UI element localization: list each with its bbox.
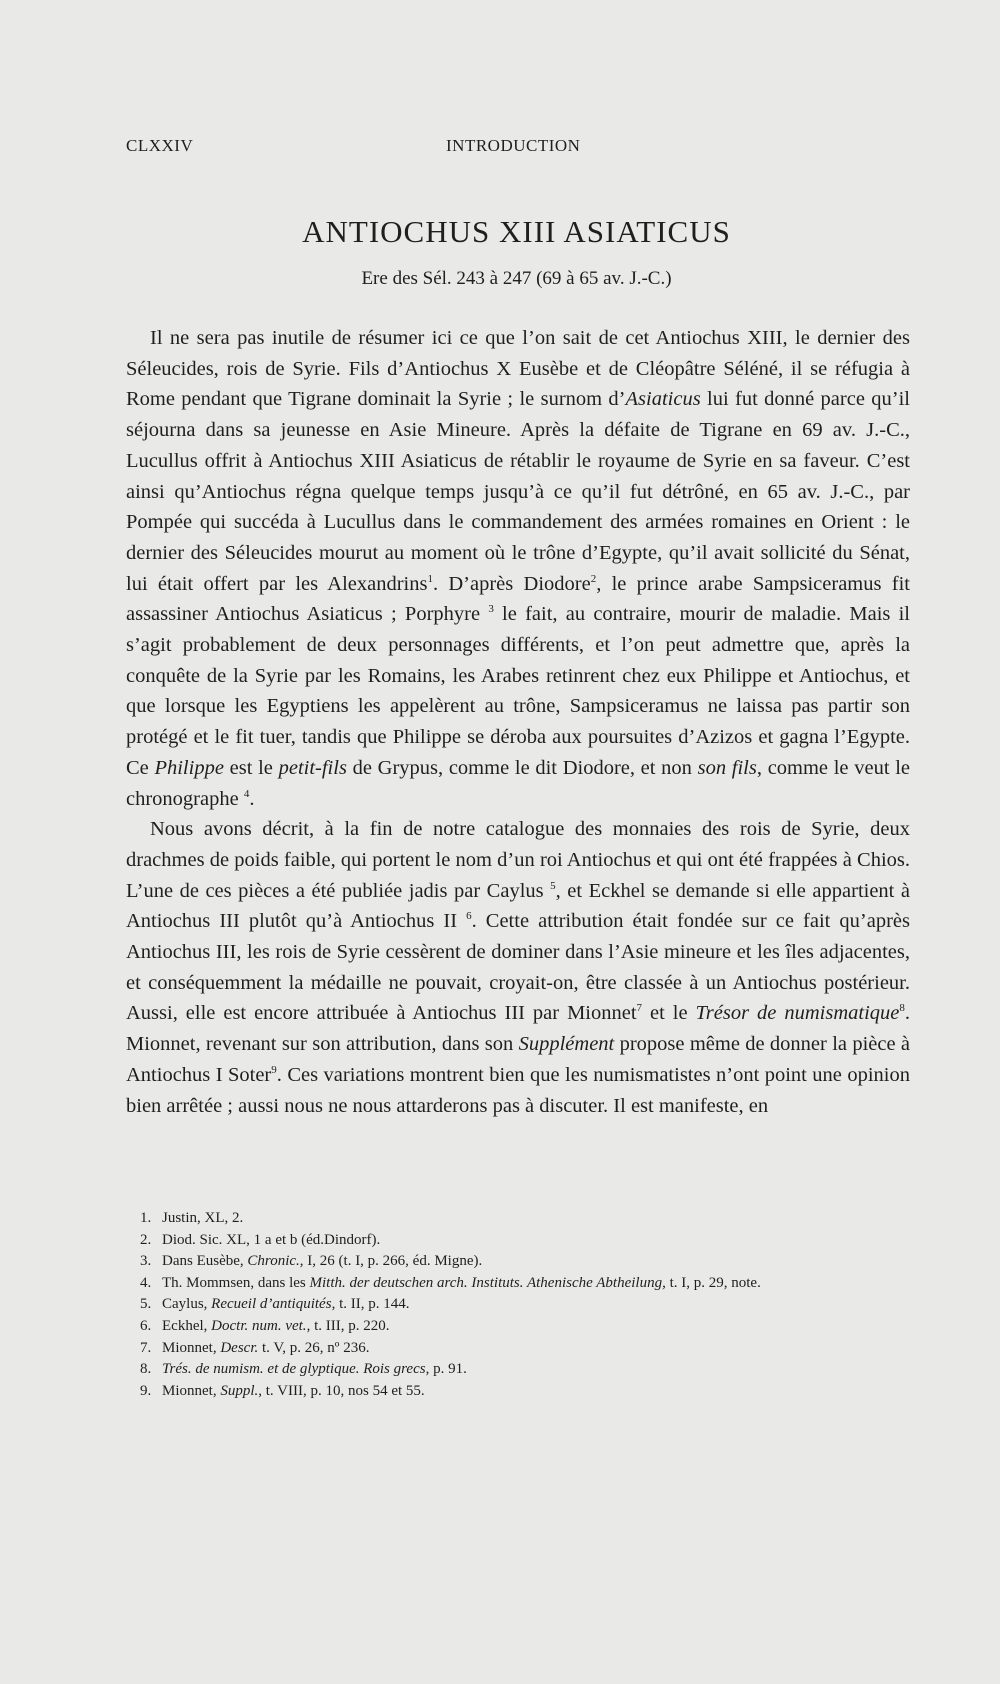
footnote-ref: 7: [636, 1002, 643, 1015]
text-run: , t. II, p. 144.: [331, 1296, 410, 1313]
text-run: Eckhel,: [162, 1317, 212, 1334]
text-run: propose même de donner la pièce à Antiochus I Soter: [126, 1033, 910, 1086]
footnote-number: 3.: [140, 1253, 152, 1270]
footnote: [140, 1316, 920, 1338]
footnote-ref: 5: [550, 879, 556, 892]
text-run: Diod. Sic. XL, 1 a et b (éd.Dindorf).: [162, 1231, 381, 1248]
footnote: [140, 1208, 920, 1230]
text-run: et le: [642, 1002, 696, 1025]
footnote: [140, 1230, 920, 1252]
section-title: ANTIOCHUS XIII ASIATICUS: [302, 214, 731, 249]
footnote-ref: 4: [243, 787, 250, 800]
text-run: Th. Mommsen, dans les: [162, 1274, 310, 1291]
footnote-number: 4.: [140, 1274, 152, 1291]
italic-text: Suppl.: [220, 1382, 259, 1399]
text-run: , comme le veut le chronographe: [126, 756, 910, 810]
text-run: , I, 26 (t. I, p. 266, éd. Migne).: [299, 1253, 483, 1270]
text-run: Il ne sera pas inutile de résumer ici ce que l’on sait de cet Antiochus XIII, le dernier des Séleucides, rois de Syrie. Fils d’Antiochus X Eusèbe et de Cléopâtre Séléné, il se réfugia à Rome pendant que Tigrane dominait la Syrie ; le surnom d’: [126, 327, 910, 411]
footnote: [140, 1338, 920, 1360]
footnote-number: 5.: [140, 1296, 152, 1313]
text-run: t. I, p. 29, note.: [665, 1274, 761, 1291]
footnote: [140, 1359, 920, 1381]
text-run: , le prince arabe Sampsiceramus fit assassiner Antiochus Asiaticus ; Porphyre: [126, 572, 910, 626]
footnote: [140, 1381, 920, 1403]
paragraph: [126, 323, 910, 814]
footnote-ref: 8: [899, 1002, 905, 1015]
running-title: INTRODUCTION: [446, 136, 581, 155]
footnote: [140, 1294, 920, 1316]
text-run: Caylus,: [162, 1296, 212, 1313]
footnote-number: 1.: [140, 1210, 152, 1226]
footnote-ref: 6: [466, 910, 472, 923]
italic-text: Supplément: [518, 1033, 615, 1056]
text-run: , t. VIII, p. 10, nos 54 et 55.: [258, 1382, 425, 1399]
text-run: est le: [223, 756, 279, 779]
italic-text: Trésor de numismatique: [695, 1002, 900, 1025]
footnote-number: 6.: [140, 1317, 152, 1334]
italic-text: Recueil d’antiquités: [211, 1296, 332, 1313]
italic-text: Asiaticus: [625, 388, 701, 411]
italic-text: Trés. de numism. et de glyptique. Rois grecs: [162, 1361, 426, 1378]
footnote-number: 9.: [140, 1382, 152, 1399]
footnote-number: 2.: [140, 1231, 152, 1248]
text-run: Mionnet,: [162, 1382, 221, 1399]
text-run: de Grypus, comme le dit Diodore, et non: [346, 756, 698, 779]
paragraph: [126, 814, 910, 1121]
footnote: [140, 1273, 920, 1295]
text-run: , p. 91.: [425, 1361, 467, 1378]
text-run: . Mionnet, revenant sur son attribution, dans son: [126, 1002, 911, 1056]
footnotes-list: [140, 1208, 920, 1402]
italic-text: Doctr. num. vet.: [211, 1317, 307, 1334]
text-run: Nous avons décrit, à la fin de notre catalogue des monnaies des rois de Syrie, deux drachmes de poids faible, qui portent le nom d’un roi Antiochus et qui ont été frappées à Chios. L’une de ces pièces a été publiée jadis par Caylus: [126, 818, 910, 902]
text-run: . Cette attribution était fondée sur ce fait qu’après Antiochus III, les rois de Syrie cessèrent de dominer dans l’Asie mineure et les îles adjacentes, et conséquemment la médaille ne pouvait, croyait-on, être classée à un Antiochus postérieur. Aussi, elle est encore attribuée à Antiochus III par Mionnet: [126, 910, 910, 1025]
text-run: le fait, au contraire, mourir de maladie. Mais il s’agit probablement de deux personnages différents, et l’on peut admettre que, après la conquête de la Syrie par les Romains, les Arabes retinrent chez eux Philippe et Antiochus, et que lorsque les Egyptiens les appelèrent au trône, Sampsiceramus ne laissa pas partir son protégé et le fit tuer, tandis que Philippe se déroba aux poursuites d’Azizos et gagna l’Egypte. Ce: [126, 603, 911, 779]
text-run: , t. III, p. 220.: [306, 1317, 390, 1334]
italic-text: Philippe: [154, 756, 224, 779]
footnote-number: 7.: [140, 1339, 152, 1356]
footnote: [140, 1251, 920, 1273]
footnote-ref: 9: [271, 1064, 277, 1077]
italic-text: Descr.: [220, 1339, 259, 1356]
text-run: Dans Eusèbe,: [162, 1253, 248, 1270]
italic-text: petit-fils: [278, 756, 347, 779]
text-run: Justin, XL, 2.: [162, 1210, 244, 1226]
italic-text: Chronic.: [247, 1253, 300, 1270]
footnote-ref: 1: [427, 572, 433, 585]
italic-text: son fils: [697, 756, 757, 779]
text-run: . D’après Diodore: [432, 572, 591, 595]
footnote-ref: 3: [488, 603, 494, 616]
text-run: , et Eckhel se demande si elle appartient à Antiochus III plutôt qu’à Antiochus II: [126, 879, 910, 933]
footnote-number: 8.: [140, 1361, 152, 1378]
text-run: t. V, p. 26, nº 236.: [258, 1339, 370, 1356]
italic-text: Mitth. der deutschen arch. Instituts. Athenische Abtheilung,: [309, 1274, 666, 1291]
body-text: [126, 323, 910, 1121]
page-number: CLXXIV: [126, 136, 194, 155]
text-run: .: [249, 787, 255, 810]
text-run: . Ces variations montrent bien que les numismatistes n’ont point une opinion bien arrêtée ; aussi nous ne nous attarderons pas à discuter. Il est manifeste, en: [126, 1063, 910, 1117]
footnote-ref: 2: [590, 572, 597, 585]
section-subtitle: Ere des Sél. 243 à 247 (69 à 65 av. J.-C.): [361, 268, 672, 289]
text-run: Mionnet,: [162, 1339, 221, 1356]
text-run: lui fut donné parce qu’il séjourna dans sa jeunesse en Asie Mineure. Après la défaite de Tigrane en 69 av. J.-C., Lucullus offrit à Antiochus XIII Asiaticus de rétablir le royaume de Syrie en sa faveur. C’est ainsi qu’Antiochus régna quelque temps jusqu’à ce qu’il fut détrôné, en 65 av. J.-C., par Pompée qui succéda à Lucullus dans le commandement des armées romaines en Orient : le dernier des Séleucides mourut au moment où le trône d’Egypte, qu’il avait sollicité du Sénat, lui était offert par les Alexandrins: [126, 388, 910, 595]
